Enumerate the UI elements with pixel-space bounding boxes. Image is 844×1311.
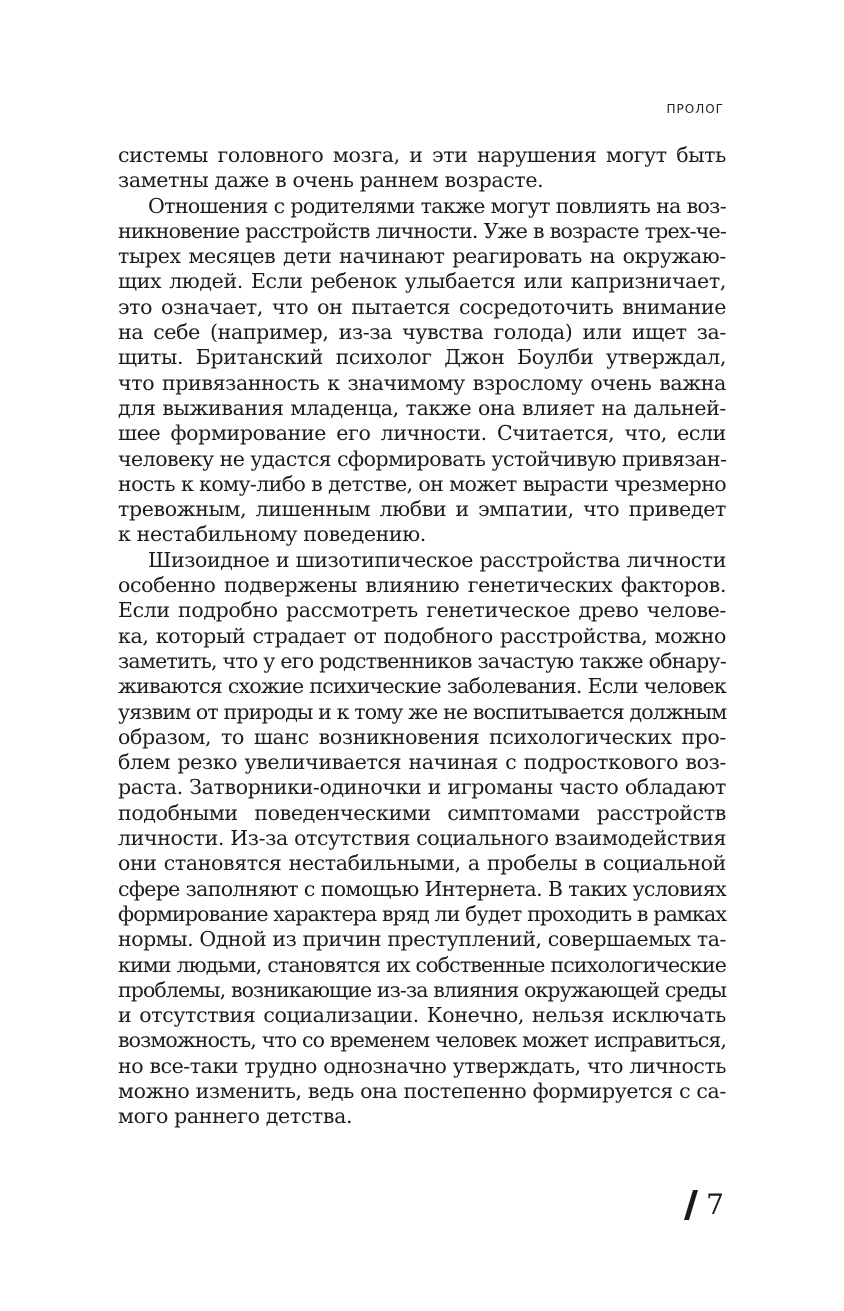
text-line: мого раннего детства. [118,1104,353,1129]
text-line: возможность, что со временем человек может исправиться, [118,1028,726,1053]
text-line: Если подробно рассмотреть генетическое древо челове- [118,598,726,623]
slash-icon [684,1190,698,1220]
text-line: никновение расстройств личности. Уже в возрасте трех-че- [118,218,726,243]
running-head: ПРОЛОГ [666,102,724,116]
text-line: Отношения с родителями также могут повлиять на воз- [148,193,726,218]
text-line: нормы. Одной из причин преступлений, совершаемых та- [118,927,726,952]
text-line: заметить, что у его родственников зачастую также обнару- [118,648,726,673]
text-line: тревожным, лишенным любви и эмпатии, что приведет [118,497,726,522]
body-text [118,143,726,1130]
text-line: и отсутствия социализации. Конечно, нельзя исключать [118,1003,726,1028]
text-line: подобными поведенческими симптомами расстройств [118,800,726,825]
paragraph-3 [118,548,726,1130]
text-line: щих людей. Если ребенок улыбается или капризничает, [118,269,726,294]
text-line: личности. Из-за отсутствия социального взаимодействия [118,826,727,851]
text-line: но все-таки трудно однозначно утверждать, что личность [118,1053,726,1078]
text-line: щиты. Британский психолог Джон Боулби утверждал, [118,345,726,370]
text-line: к нестабильному поведению. [118,522,426,547]
text-line: раста. Затворники-одиночки и игроманы часто обладают [118,775,726,800]
text-line: кими людьми, становятся их собственные психологические [118,952,726,977]
text-line: Шизоидное и шизотипическое расстройства личности [148,547,726,572]
page-number: 7 [706,1188,724,1221]
text-line: особенно подвержены влиянию генетических факторов. [118,573,726,598]
text-line: можно изменить, ведь она постепенно формируется с са- [118,1078,726,1103]
text-line: они становятся нестабильными, а пробелы в социальной [118,851,726,876]
text-line: формирование характера вряд ли будет проходить в рамках [118,901,727,926]
text-line: блем резко увеличивается начиная с подросткового воз- [118,750,726,775]
text-line: что привязанность к значимому взрослому очень важна [118,370,726,395]
paragraph-2 [118,194,726,548]
text-line: сфере заполняют с помощью Интернета. В таких условиях [118,876,726,901]
text-line: проблемы, возникающие из-за влияния окружающей среды [118,977,726,1002]
text-line: ка, который страдает от подобного расстройства, можно [118,623,726,648]
page-number-block [684,1188,724,1221]
text-line: образом, то шанс возникновения психологических про- [118,724,726,749]
text-line: для выживания младенца, также она влияет на дальней- [118,395,726,420]
text-line: заметны даже в очень раннем возрасте. [118,168,544,193]
text-line: тырех месяцев дети начинают реагировать на окружаю- [118,244,726,269]
text-line: это означает, что он пытается сосредоточить внимание [118,294,726,319]
text-line: ность к кому-либо в детстве, он может вырасти чрезмерно [118,471,726,496]
text-line: уязвим от природы и к тому же не воспитывается должным [118,699,727,724]
text-line: на себе (например, из-за чувства голода) или ищет за- [118,320,726,345]
text-line: человеку не удастся сформировать устойчивую привязан- [118,446,727,471]
text-line: системы головного мозга, и эти нарушения могут быть [118,143,726,167]
text-line: живаются схожие психические заболевания. Если человек [118,674,726,699]
text-line: шее формирование его личности. Считается, что, если [118,421,726,446]
paragraph-1 [118,143,726,194]
